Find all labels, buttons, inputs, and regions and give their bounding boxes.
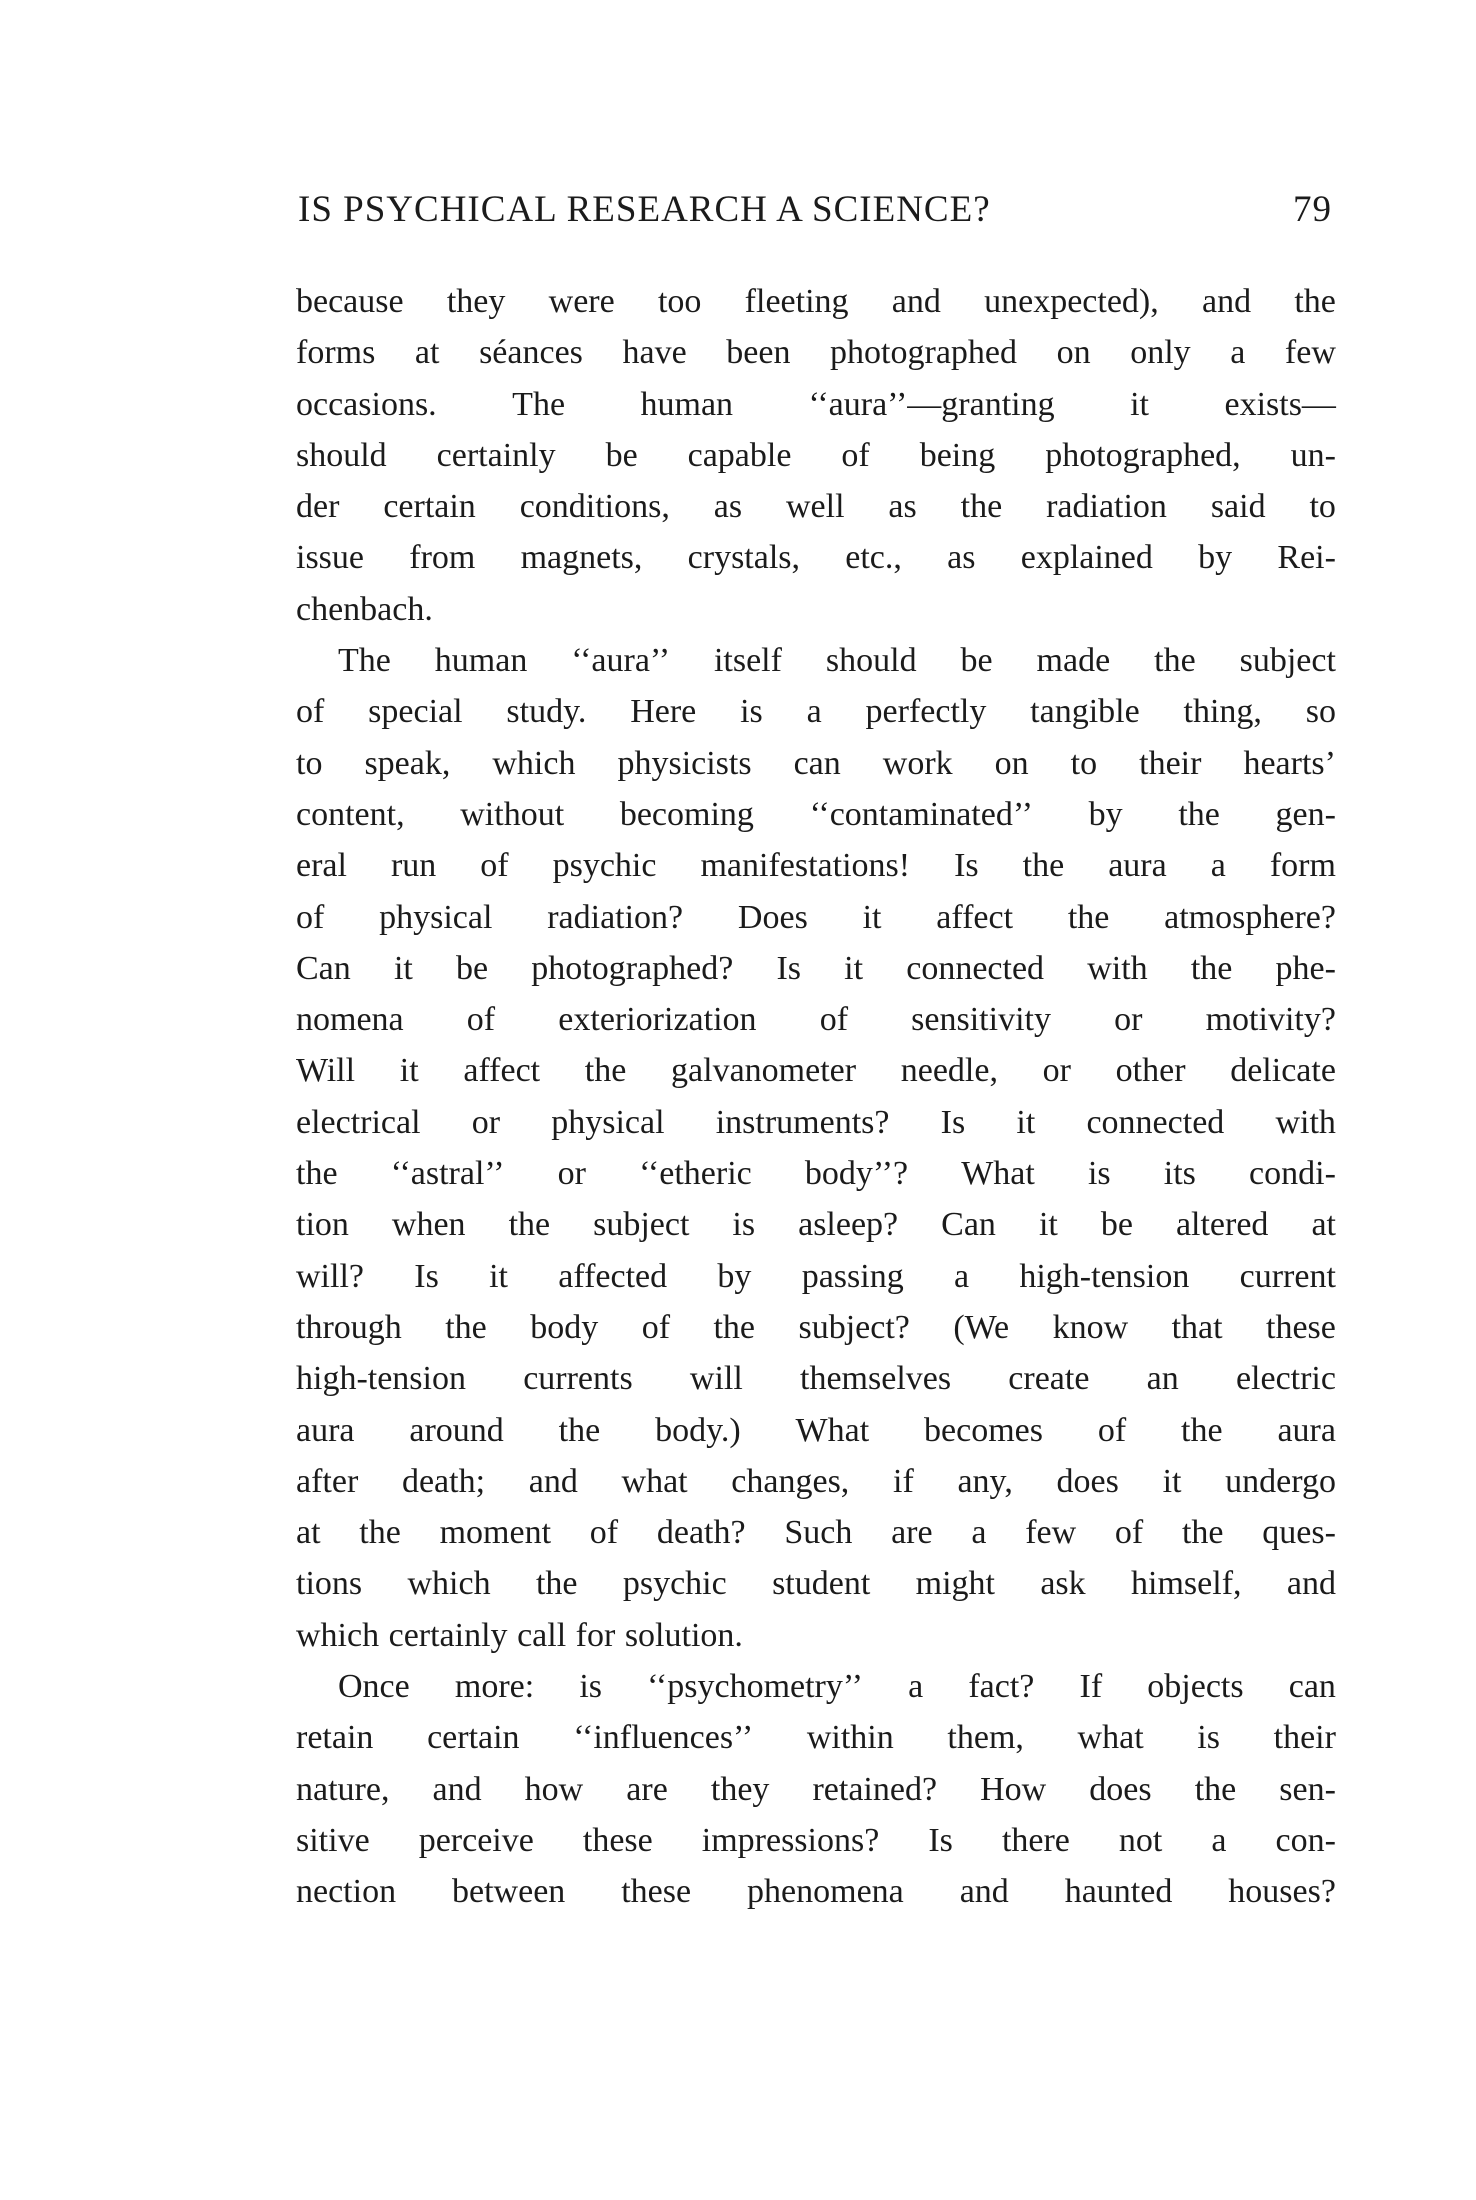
text-line: high-tension currents will themselves create an electric [296,1360,1336,1398]
text-line: Will it affect the galvanometer needle, or other delicate [296,1052,1336,1090]
text-line: electrical or physical instruments? Is it connected with [296,1103,1336,1141]
page-number: 79 [1293,189,1332,230]
text-line: sitive perceive these impressions? Is there not a con- [296,1821,1336,1859]
text-line: through the body of the subject? (We know that these [296,1308,1336,1346]
running-title: IS PSYCHICAL RESEARCH A SCIENCE? [298,189,991,230]
text-line: Can it be photographed? Is it connected with the phe- [296,949,1336,987]
text-line: which certainly call for solution. [296,1616,743,1654]
text-line: will? Is it affected by passing a high-tension current [296,1257,1336,1295]
text-line: should certainly be capable of being photographed, un- [296,436,1336,474]
text-line: content, without becoming ‘‘contaminated’’ by the gen- [296,795,1336,833]
text-line: nature, and how are they retained? How does the sen- [296,1770,1336,1808]
text-line: to speak, which physicists can work on to their hearts’ [296,744,1336,782]
text-line: occasions. The human ‘‘aura’’—granting it exists— [296,385,1336,423]
text-line: because they were too fleeting and unexpected), and the [296,283,1336,320]
text-line: nection between these phenomena and haunted houses? [296,1873,1336,1911]
text-line: forms at séances have been photographed on only a few [296,334,1336,372]
text-line: of special study. Here is a perfectly tangible thing, so [296,693,1336,731]
text-line: der certain conditions, as well as the radiation said to [296,488,1336,526]
text-line: at the moment of death? Such are a few of the ques- [296,1514,1336,1552]
text-line: chenbach. [296,590,433,628]
text-line: of physical radiation? Does it affect the atmosphere? [296,898,1336,936]
text-line: nomena of exteriorization of sensitivity or motivity? [296,1001,1336,1039]
paragraph-first-line: The human ‘‘aura’’ itself should be made the subject [338,642,1336,680]
text-line: after death; and what changes, if any, does it undergo [296,1462,1336,1500]
text-line: retain certain ‘‘influences’’ within them, what is their [296,1719,1336,1757]
text-line: the ‘‘astral’’ or ‘‘etheric body’’? What is its condi- [296,1155,1336,1193]
text-line: aura around the body.) What becomes of the aura [296,1411,1336,1449]
text-line: tion when the subject is asleep? Can it be altered at [296,1206,1336,1244]
text-line: eral run of psychic manifestations! Is the aura a form [296,847,1336,885]
text-line: tions which the psychic student might ask himself, and [296,1565,1336,1603]
text-line: issue from magnets, crystals, etc., as explained by Rei- [296,539,1336,577]
running-header [298,188,1332,231]
body-text [296,276,1336,1918]
paragraph-first-line: Once more: is ‘‘psychometry’’ a fact? If objects can [338,1668,1336,1706]
